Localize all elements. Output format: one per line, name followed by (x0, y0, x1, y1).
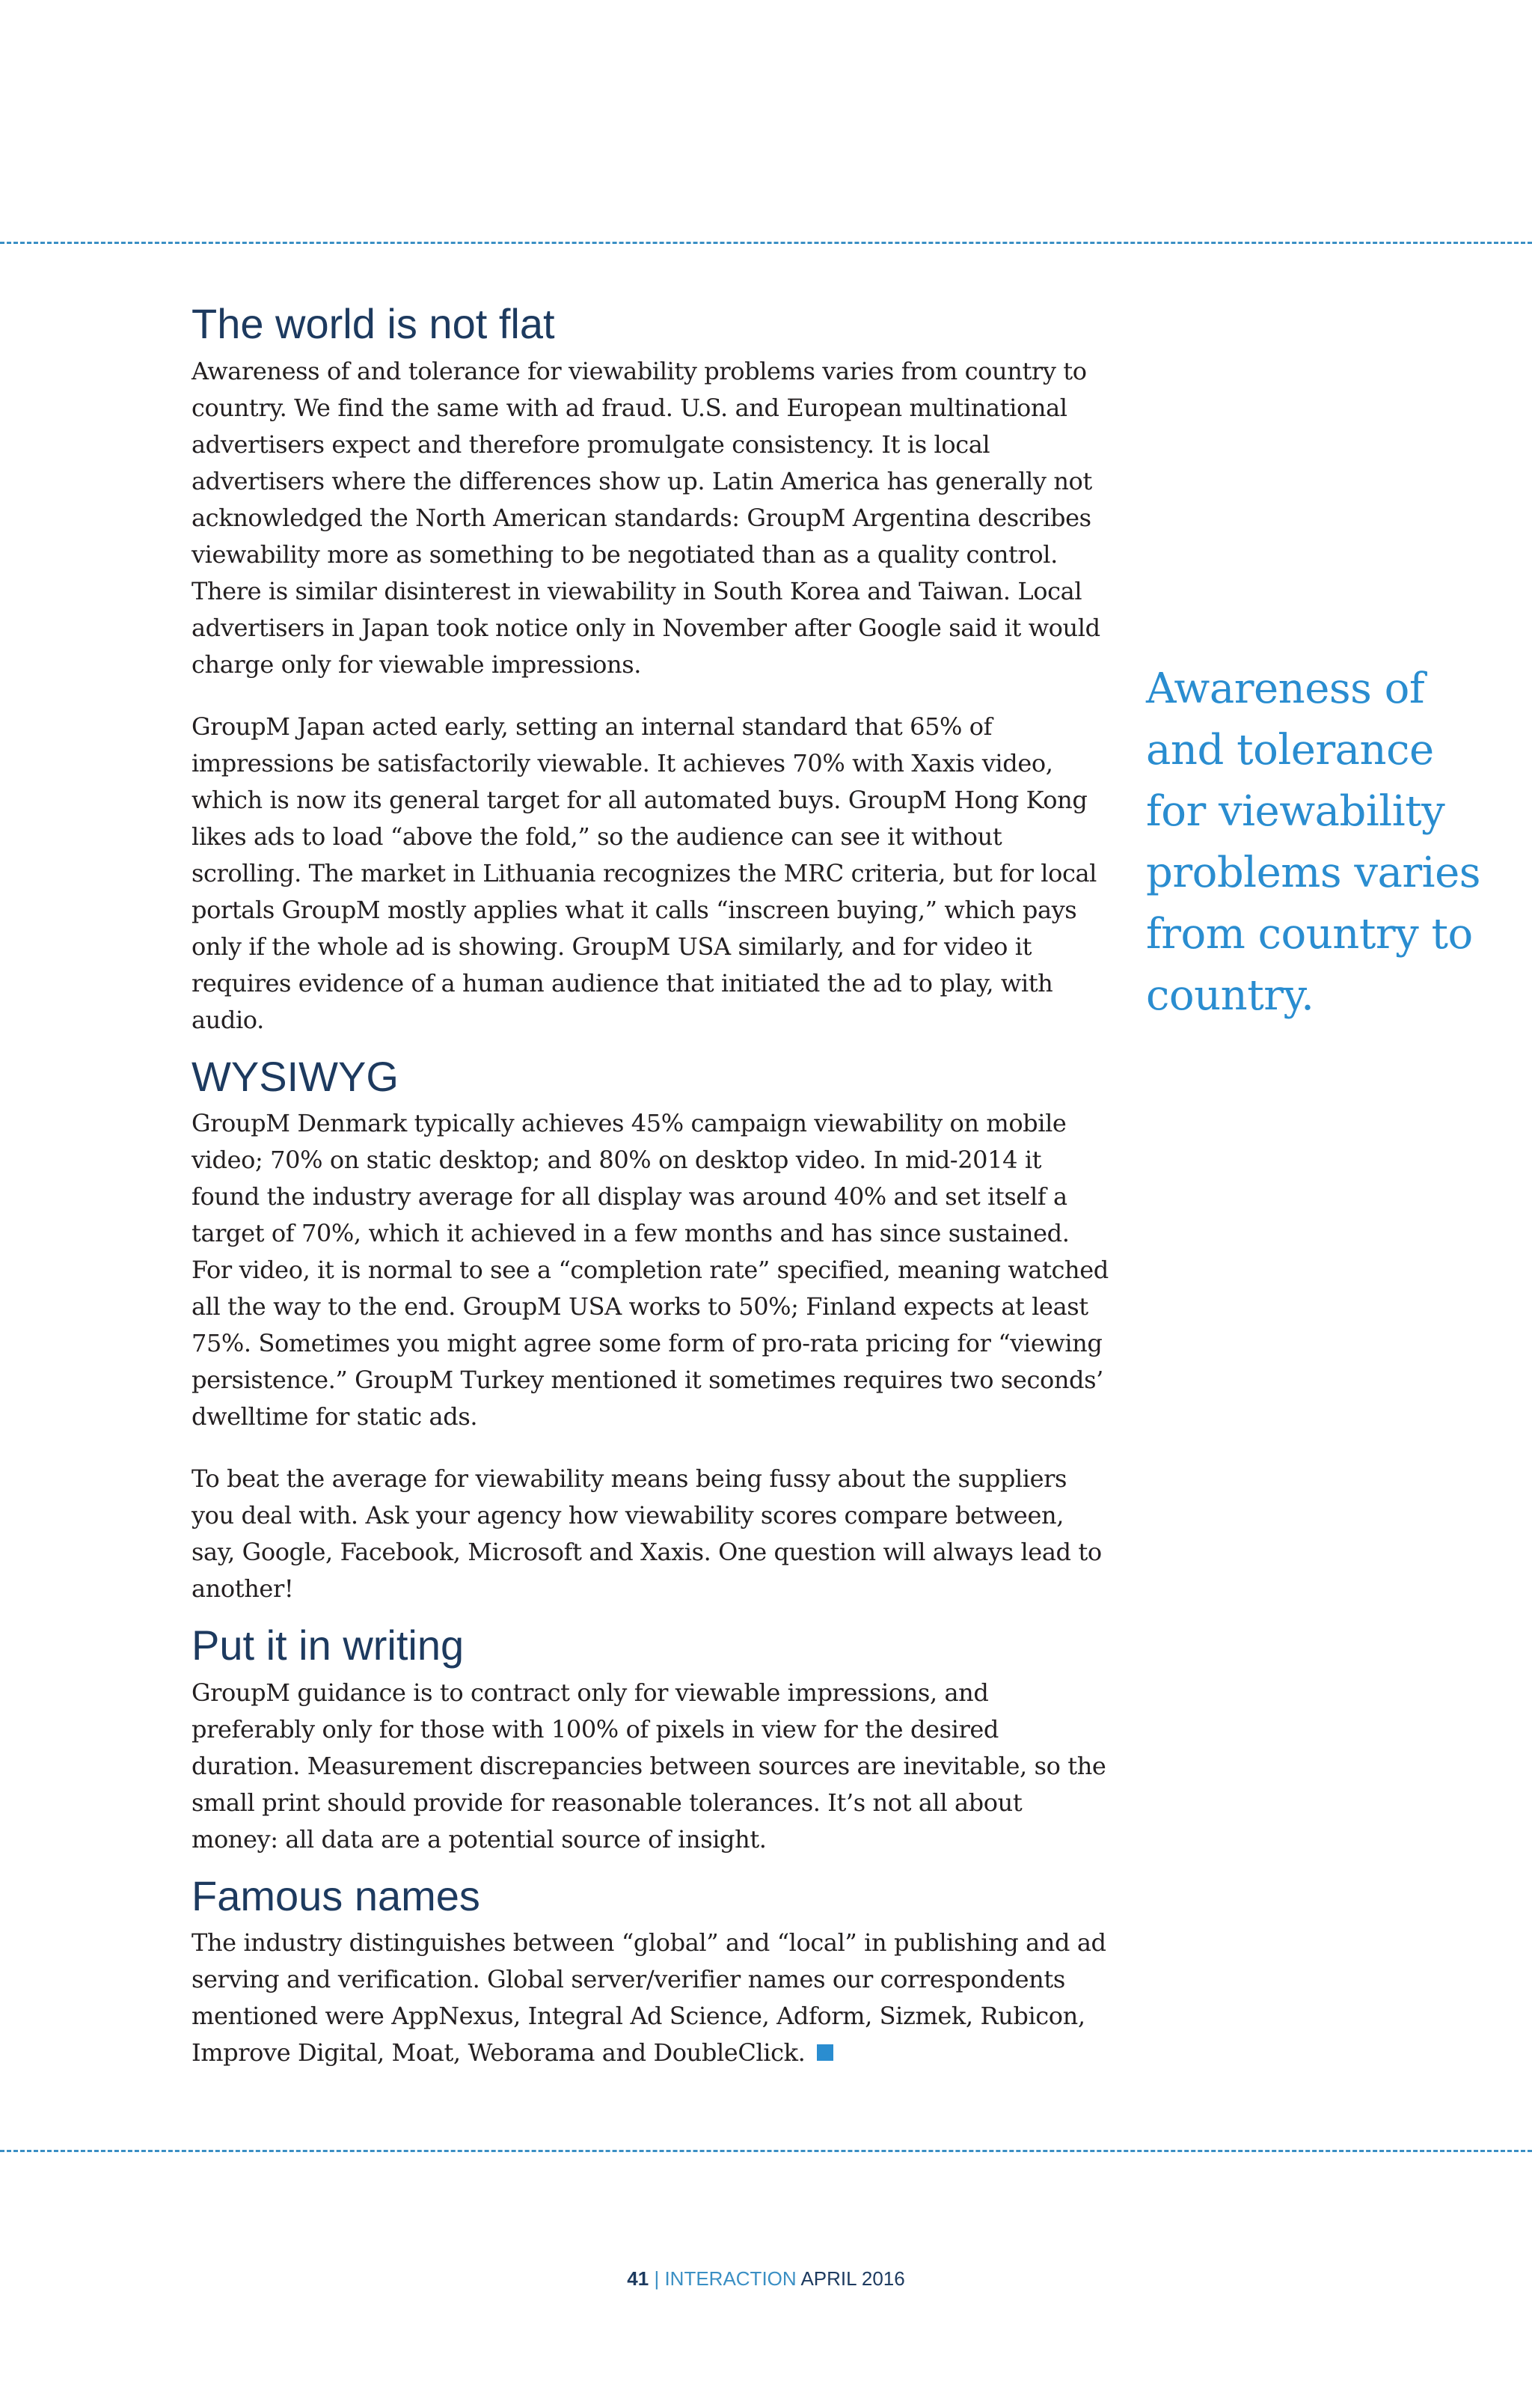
bottom-dashed-rule (0, 2150, 1532, 2152)
section-heading: WYSIWYG (192, 1052, 399, 1100)
section-heading: Put it in writing (192, 1622, 465, 1669)
footer-separator: | (654, 2267, 660, 2290)
page-footer (0, 2267, 1532, 2291)
section-put-it-in-writing (192, 1622, 1112, 1858)
body-paragraph (192, 1925, 1112, 2071)
body-paragraph: GroupM Japan acted early, setting an internal standard that 65% of impressions be satisfactorily viewable. It achieves 70% with Xaxis video, which is now its general target for all automated buys. GroupM Hong Kong likes ads to load “above the fold,” so the audience can see it without scrolling. The market in Lithuania recognizes the MRC criteria, but for local portals GroupM mostly applies what it calls “inscreen buying,” which pays only if the whole ad is showing. GroupM USA similarly, and for video it requires evidence of a human audience that initiated the ad to play, with audio. (192, 712, 1097, 1034)
body-paragraph: GroupM Denmark typically achieves 45% campaign viewability on mobile video; 70% on static desktop; and 80% on desktop video. In mid-2014 it found the industry average for all display was around 40% and set itself a target of 70%, which it achieved in a few months and has since sustained. For video, it is normal to see a “completion rate” specified, meaning watched all the way to the end. GroupM USA works to 50%; Finland expects at least 75%. Sometimes you might agree some form of pro-rata pricing for “viewing persistence.” GroupM Turkey mentioned it sometimes requires two seconds’ dwelltime for static ads. (192, 1109, 1109, 1431)
article-body (192, 301, 1112, 2097)
paragraph-text: The industry distinguishes between “global” and “local” in publishing and ad serving and verification. Global server/verifier names our correspondents mentioned were AppNexus, Integral Ad Science, Adform, Sizmek, Rubicon, Improve Digital, Moat, Weborama and DoubleClick. (192, 1928, 1106, 2068)
pull-quote: Awareness of and tolerance for viewability problems varies from country to country. (1146, 664, 1480, 1020)
section-wysiwyg (192, 1054, 1112, 1608)
issue-date: APRIL 2016 (800, 2267, 905, 2290)
page-number: 41 (627, 2267, 649, 2290)
body-paragraph: Awareness of and tolerance for viewability problems varies from country to country. We find the same with ad fraud. U.S. and European multinational advertisers expect and therefore promulgate consistency. It is local advertisers where the differences show up. Latin America has generally not acknowledged the North American standards: GroupM Argentina describes viewability more as something to be negotiated than as a quality control. There is similar disinterest in viewability in South Korea and Taiwan. Local advertisers in Japan took notice only in November after Google said it would charge only for viewable impressions. (192, 356, 1100, 679)
section-heading: Famous names (192, 1871, 480, 1919)
body-paragraph: To beat the average for viewability means being fussy about the suppliers you deal with. Ask your agency how viewability scores compare between, say, Google, Facebook, Microsoft and Xaxis. One question will always lead to another! (192, 1464, 1102, 1604)
end-of-article-marker-icon (817, 2044, 833, 2061)
section-famous-names (192, 1873, 1112, 2072)
body-paragraph: GroupM guidance is to contract only for viewable impressions, and preferably only for those with 100% of pixels in view for the desired duration. Measurement discrepancies between sources are inevitable, so the small print should provide for reasonable tolerances. It’s not all about money: all data are a potential source of insight. (192, 1678, 1106, 1854)
publication-name: INTERACTION (664, 2267, 797, 2290)
top-dashed-rule (0, 242, 1532, 244)
section-world-not-flat (192, 301, 1112, 1039)
section-heading: The world is not flat (192, 300, 555, 347)
